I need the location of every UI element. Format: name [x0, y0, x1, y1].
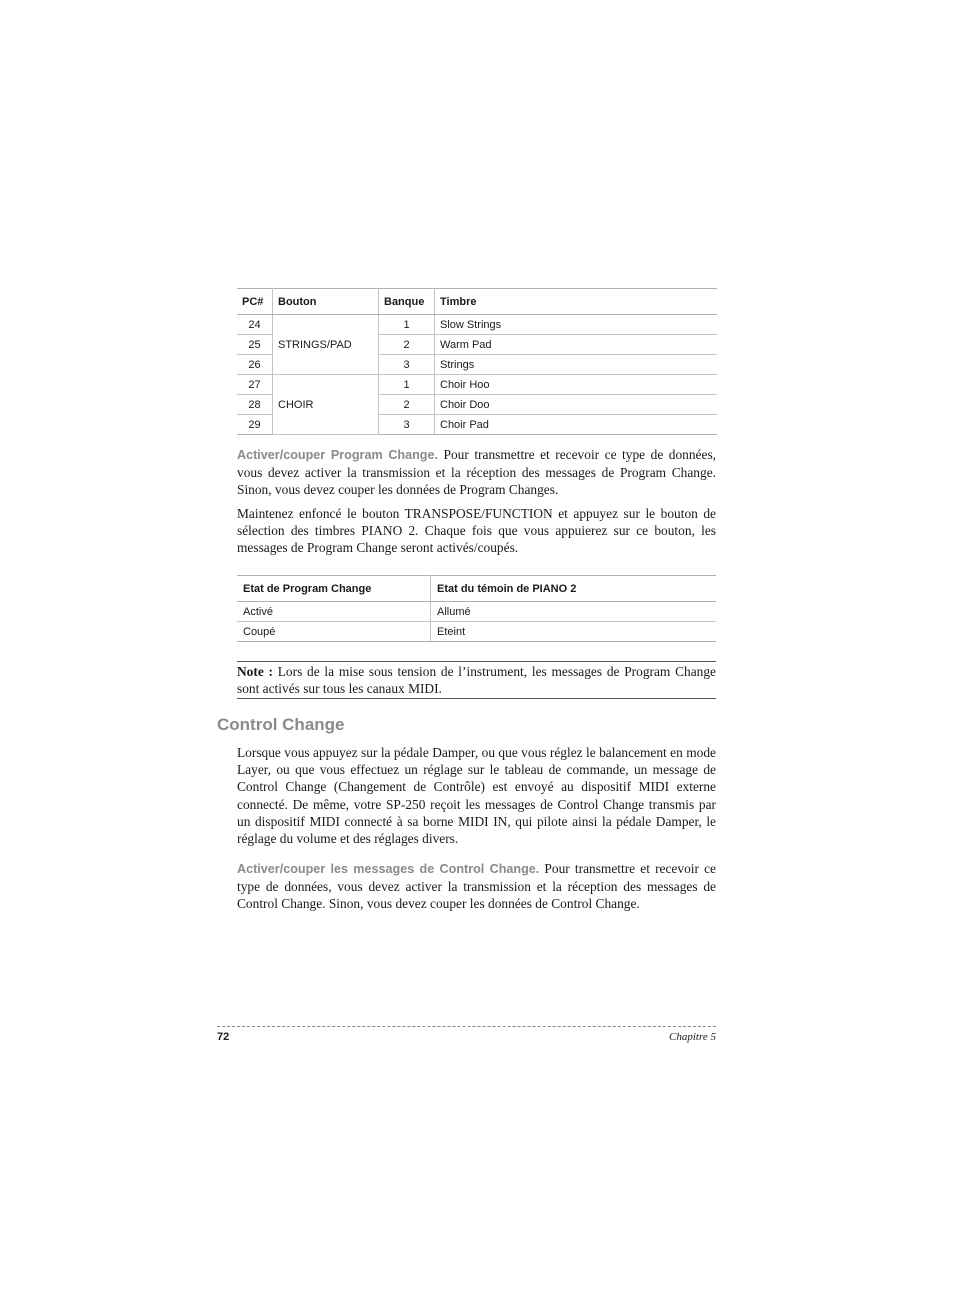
page-number: 72	[217, 1031, 230, 1043]
bank-number: 3	[379, 355, 435, 375]
column-header-tone: Timbre	[435, 289, 718, 315]
table-row	[237, 315, 717, 335]
bank-number: 1	[379, 315, 435, 335]
table-row	[237, 602, 716, 622]
tone-name: Choir Doo	[435, 395, 718, 415]
led-value: Eteint	[431, 622, 717, 642]
state-value: Coupé	[237, 622, 431, 642]
chapter-label: Chapitre 5	[669, 1031, 716, 1043]
bank-number: 1	[379, 375, 435, 395]
control-change-toggle-paragraph	[237, 860, 716, 913]
button-name: CHOIR	[273, 375, 379, 435]
table-row	[237, 622, 716, 642]
paragraph-text: Pour transmettre et recevoir ce type de données, vous devez activer la transmission et la réception des messages de Program Change. Sinon, vous devez couper les données de Program Changes.	[237, 447, 717, 498]
pc-number: 28	[237, 395, 273, 415]
table-header-row	[237, 289, 717, 315]
tone-name: Choir Pad	[435, 415, 718, 435]
pc-number: 24	[237, 315, 273, 335]
pc-number: 27	[237, 375, 273, 395]
bank-number: 2	[379, 395, 435, 415]
led-value: Allumé	[431, 602, 717, 622]
paragraph-lead: Activer/couper les messages de Control Change.	[237, 862, 540, 876]
note-box	[237, 661, 716, 699]
bank-number: 2	[379, 335, 435, 355]
pc-number: 26	[237, 355, 273, 375]
column-header-pc: PC#	[237, 289, 273, 315]
tone-name: Strings	[435, 355, 718, 375]
bank-number: 3	[379, 415, 435, 435]
column-header-bank: Banque	[379, 289, 435, 315]
column-header-state: Etat de Program Change	[237, 576, 431, 602]
table-header-row	[237, 576, 716, 602]
button-name: STRINGS/PAD	[273, 315, 379, 375]
program-change-toggle-paragraph	[237, 446, 716, 499]
pc-number: 25	[237, 335, 273, 355]
footer-divider	[217, 1026, 716, 1027]
note-label: Note :	[237, 664, 273, 679]
note-text: Lors de la mise sous tension de l’instrument, les messages de Program Change sont activés sur tous les canaux MIDI.	[237, 664, 716, 697]
control-change-description-paragraph: Lorsque vous appuyez sur la pédale Damper, ou que vous réglez le balancement en mode Layer, ou que vous effectuez un réglage sur le tableau de commande, un message de Control Change (Changement de Contrôle) est envoyé au dispositif MIDI externe connecté. De même, votre SP-250 reçoit les messages de Control Change transmis par un dispositif MIDI connecté à sa borne MIDI IN, qui pilote ainsi la pédale Damper, le réglage du volume et des réglages divers.	[237, 745, 716, 847]
tone-name: Slow Strings	[435, 315, 718, 335]
tone-name: Choir Hoo	[435, 375, 718, 395]
transpose-instruction-paragraph: Maintenez enfoncé le bouton TRANSPOSE/FUNCTION et appuyez sur le bouton de sélection des timbres PIANO 2. Chaque fois que vous appuierez sur ce bouton, les messages de Program Change seront activés/coupés.	[237, 506, 716, 556]
program-change-state-table	[237, 575, 716, 642]
program-change-table	[237, 288, 717, 435]
paragraph-text: Pour transmettre et recevoir ce type de données, vous devez activer la transmission et la réception des messages de Control Change. Sinon, vous devez couper les données de Control Change.	[237, 861, 716, 912]
paragraph-lead: Activer/couper Program Change.	[237, 448, 438, 462]
state-value: Activé	[237, 602, 431, 622]
column-header-led: Etat du témoin de PIANO 2	[431, 576, 717, 602]
table-row	[237, 375, 717, 395]
pc-number: 29	[237, 415, 273, 435]
section-title: Control Change	[217, 715, 345, 734]
tone-name: Warm Pad	[435, 335, 718, 355]
column-header-button: Bouton	[273, 289, 379, 315]
